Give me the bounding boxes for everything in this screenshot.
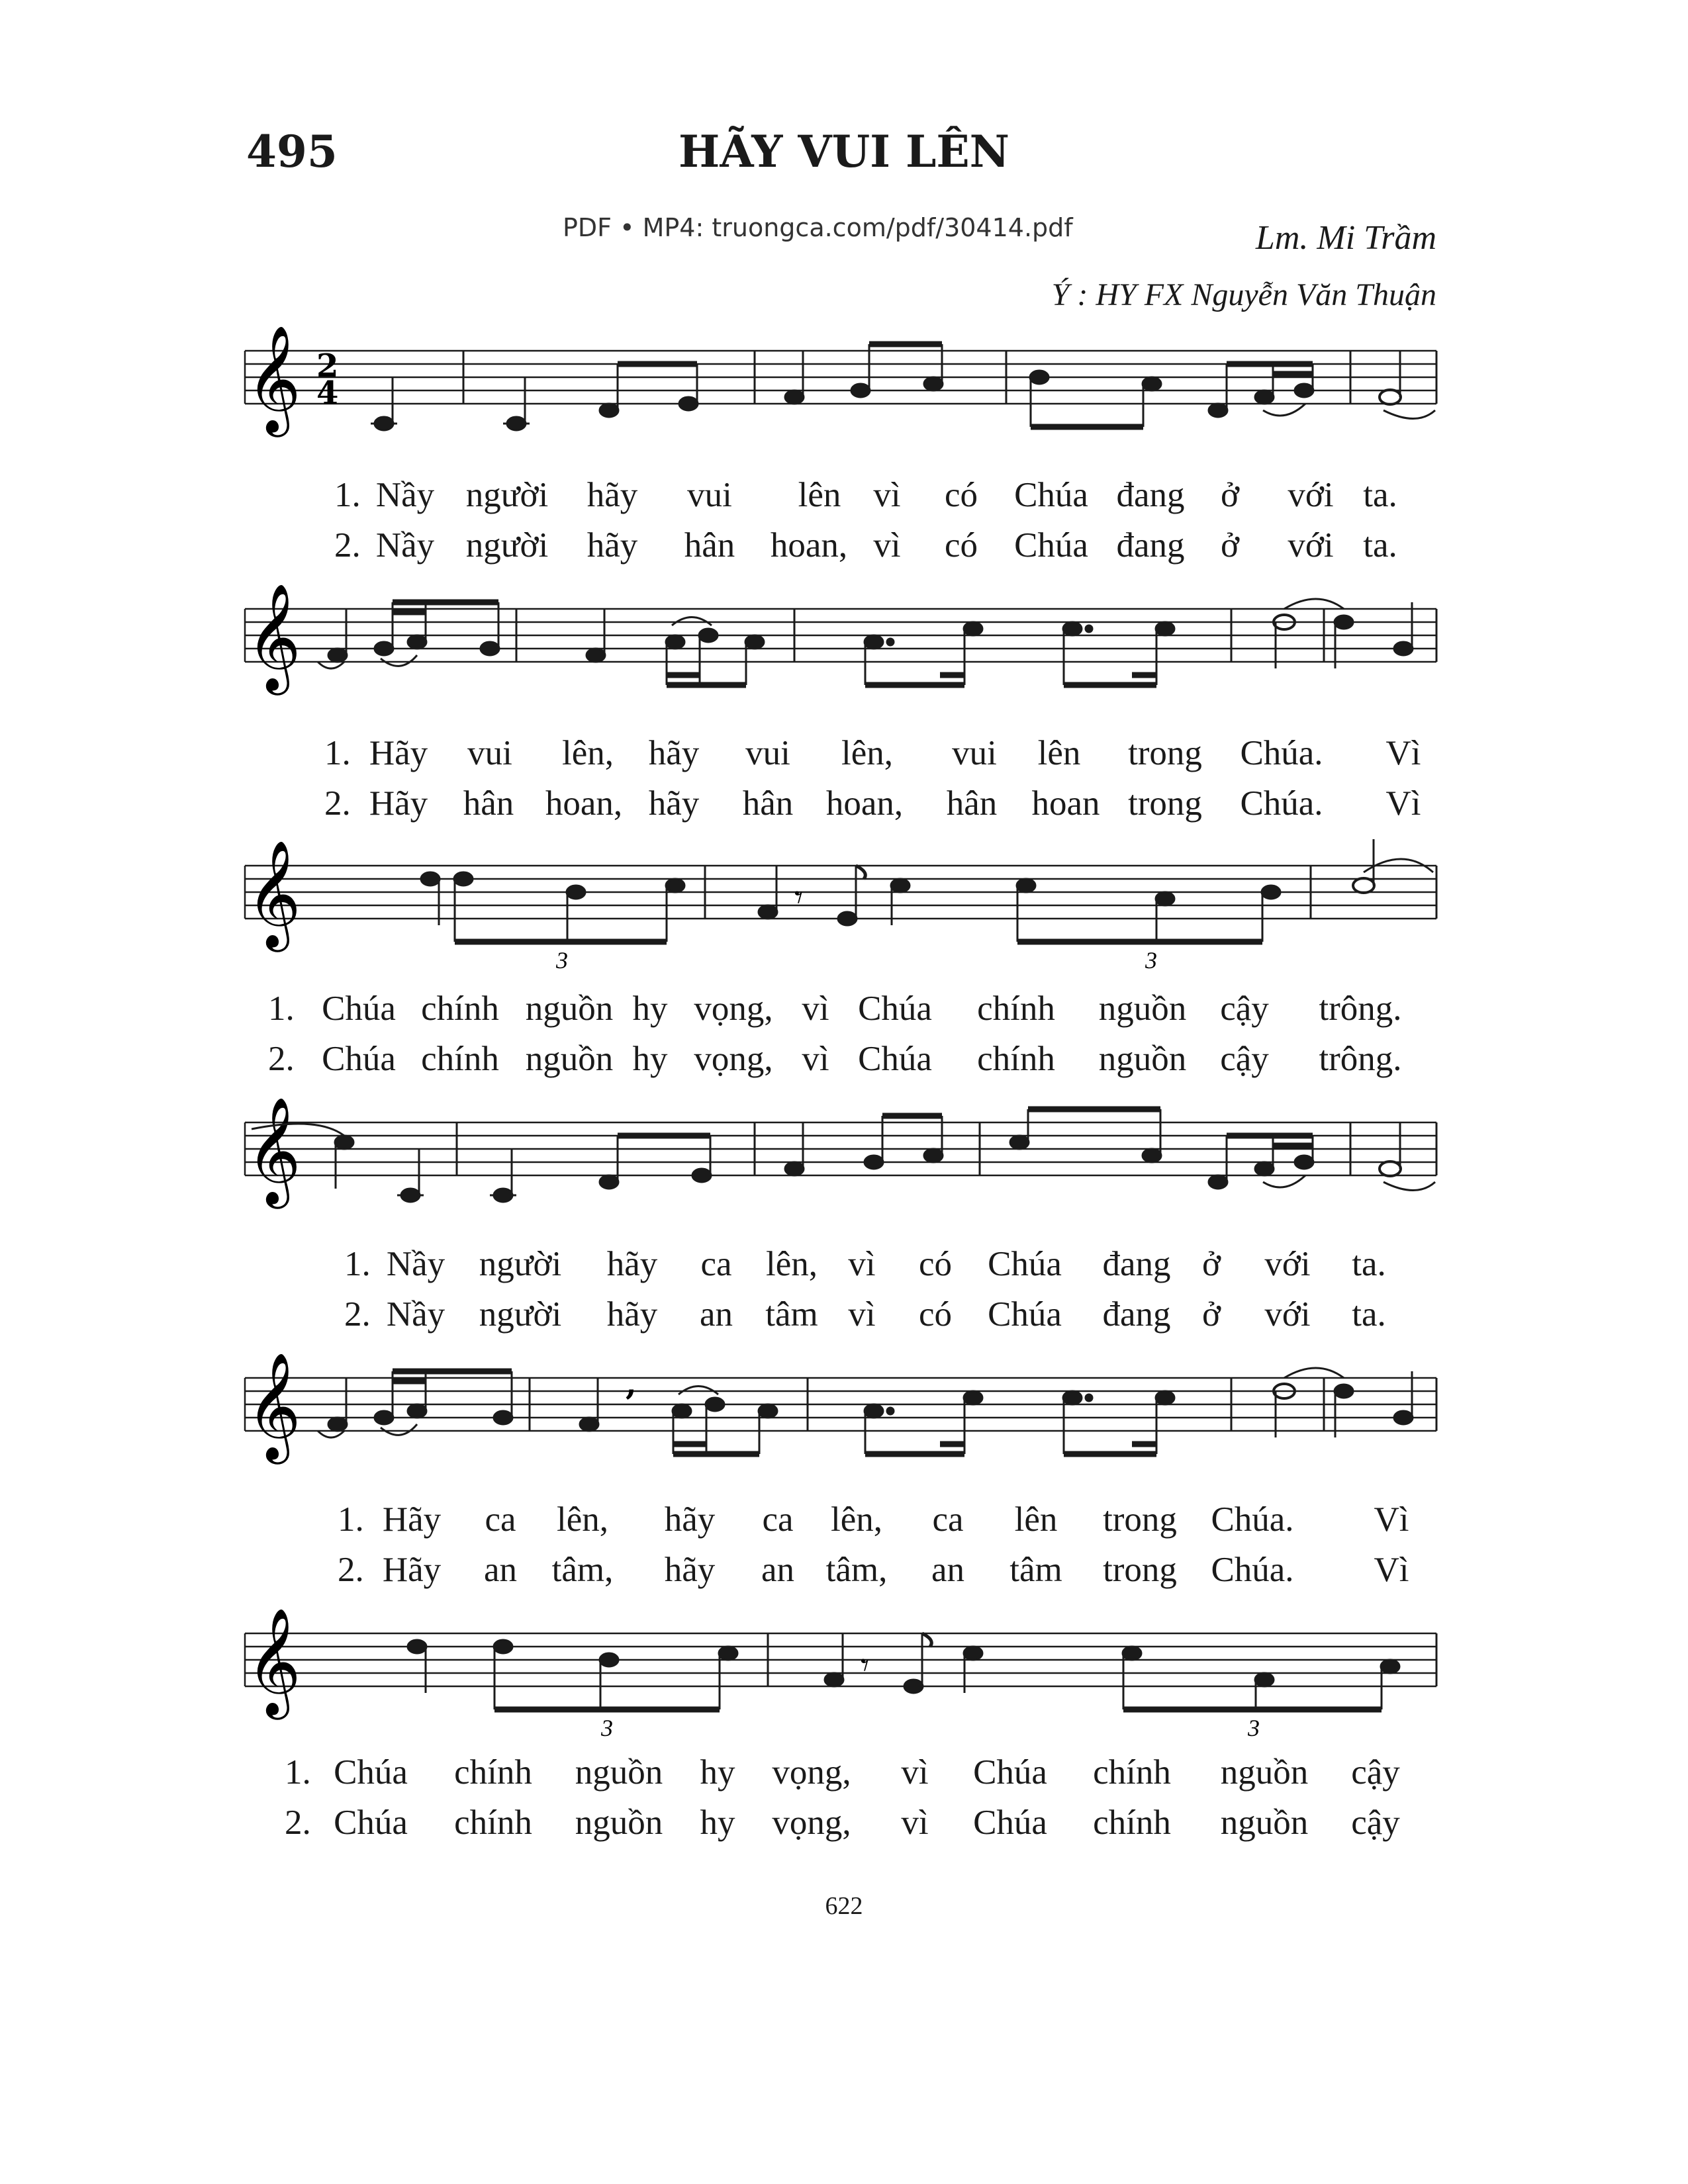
lyric-word: hãy <box>586 476 638 514</box>
lyric-word: lên, <box>831 1500 882 1539</box>
lyric-word: Hãy <box>382 1500 442 1539</box>
song-number: 495 <box>246 126 338 177</box>
lyric-word: lên <box>798 476 841 514</box>
lyric-word: 1. <box>334 476 361 514</box>
lyric-word: cậy <box>1351 1803 1400 1842</box>
treble-clef-icon: 𝄞 <box>246 1352 301 1460</box>
lyric-word: vọng, <box>694 989 773 1028</box>
lyric-word: 2. <box>324 784 351 823</box>
lyric-word: Hãy <box>369 734 428 772</box>
lyric-word: ở <box>1201 1245 1221 1283</box>
lyric-word: cậy <box>1220 989 1269 1028</box>
lyric-verse-1 <box>0 1500 1688 1546</box>
lyric-word: trong <box>1128 784 1202 823</box>
lyric-word: hân <box>742 784 794 823</box>
time-signature-top: 2 <box>316 347 339 385</box>
music-staff <box>238 1338 1443 1490</box>
lyric-word: an <box>931 1551 965 1589</box>
lyric-verse-1 <box>0 1244 1688 1291</box>
lyric-word: hy <box>632 989 668 1028</box>
lyric-word: lên, <box>841 734 893 772</box>
idea-credit: Ý : HY FX Nguyễn Văn Thuận <box>1051 277 1436 312</box>
lyric-word: hoan, <box>825 784 904 823</box>
lyric-verse-2 <box>0 1550 1688 1596</box>
lyric-word: vọng, <box>694 1040 773 1078</box>
lyric-word: Vì <box>1374 1500 1409 1539</box>
lyric-word: chính <box>1093 1753 1171 1792</box>
lyric-word: vọng, <box>772 1803 851 1842</box>
lyric-word: 2. <box>338 1551 364 1589</box>
lyric-word: nguồn <box>1220 1753 1309 1792</box>
lyric-word: trong <box>1103 1551 1177 1589</box>
lyric-word: hoan, <box>770 526 848 565</box>
source-link[interactable]: PDF • MP4: truongca.com/pdf/30414.pdf <box>563 213 1073 242</box>
lyric-word: Chúa <box>334 1753 408 1792</box>
lyric-word: tâm, <box>825 1551 888 1589</box>
lyric-word: Nầy <box>375 526 435 565</box>
lyric-verse-1 <box>0 475 1688 522</box>
lyric-word: Chúa. <box>1240 784 1323 823</box>
music-staff <box>238 311 1443 463</box>
treble-clef-icon: 𝄞 <box>246 840 301 948</box>
lyric-word: có <box>918 1295 953 1334</box>
lyric-word: vì <box>848 1245 876 1283</box>
composer-credit: Lm. Mi Trầm <box>1255 219 1436 257</box>
lyric-word: chính <box>1093 1803 1171 1842</box>
lyric-word: vì <box>901 1803 929 1842</box>
lyric-verse-1 <box>0 733 1688 780</box>
song-title: HÃY VUI LÊN <box>678 126 1010 177</box>
lyric-word: hãy <box>606 1295 658 1334</box>
lyric-word: hân <box>463 784 514 823</box>
lyric-word: Chúa <box>1014 526 1088 565</box>
lyric-word: Vì <box>1374 1551 1409 1589</box>
lyric-word: ca <box>762 1500 794 1539</box>
lyric-word: Chúa <box>322 989 396 1028</box>
eighth-rest-icon: 𝄾 <box>794 878 804 917</box>
lyric-word: nguồn <box>1098 1040 1187 1078</box>
lyric-word: vì <box>873 476 901 514</box>
lyric-word: trông. <box>1319 989 1402 1028</box>
lyric-word: có <box>918 1245 953 1283</box>
treble-clef-icon: 𝄞 <box>246 1608 301 1715</box>
treble-clef-icon: 𝄞 <box>246 1097 301 1205</box>
lyric-word: Nầy <box>386 1295 445 1334</box>
lyric-word: ca <box>485 1500 516 1539</box>
lyric-word: Vì <box>1385 784 1421 823</box>
lyric-word: 2. <box>344 1295 371 1334</box>
lyric-word: với <box>1264 1295 1311 1334</box>
lyric-word: Chúa <box>973 1753 1047 1792</box>
lyric-word: lên, <box>557 1500 608 1539</box>
lyric-word: nguồn <box>575 1753 663 1792</box>
lyric-word: 2. <box>334 526 361 565</box>
lyric-verse-2 <box>0 1295 1688 1341</box>
lyric-word: chính <box>454 1803 532 1842</box>
lyric-word: hãy <box>648 734 700 772</box>
lyric-word: 2. <box>285 1803 311 1842</box>
page-number: 622 <box>825 1892 863 1920</box>
lyric-word: Chúa <box>858 989 932 1028</box>
lyric-word: tâm <box>765 1295 818 1334</box>
triplet-label: 3 <box>556 947 568 974</box>
lyric-word: hy <box>700 1753 735 1792</box>
lyric-word: ở <box>1220 526 1240 565</box>
lyric-word: người <box>465 476 549 514</box>
lyric-word: Chúa <box>988 1295 1062 1334</box>
lyric-verse-1 <box>0 989 1688 1035</box>
lyric-word: hy <box>700 1803 735 1842</box>
lyric-word: vọng, <box>772 1753 851 1792</box>
lyric-word: Hãy <box>382 1551 442 1589</box>
lyric-word: nguồn <box>1098 989 1187 1028</box>
treble-clef-icon: 𝄞 <box>246 325 301 433</box>
lyric-word: hãy <box>586 526 638 565</box>
lyric-word: 1. <box>324 734 351 772</box>
lyric-word: lên, <box>562 734 614 772</box>
lyric-word: với <box>1264 1245 1311 1283</box>
lyric-word: lên, <box>766 1245 818 1283</box>
lyric-word: Nầy <box>375 476 435 514</box>
lyric-word: hãy <box>648 784 700 823</box>
lyric-word: có <box>944 526 978 565</box>
lyric-word: đang <box>1116 476 1185 514</box>
music-staff <box>238 569 1443 721</box>
lyric-word: ở <box>1220 476 1240 514</box>
lyric-word: vì <box>848 1295 876 1334</box>
lyric-word: 1. <box>285 1753 311 1792</box>
lyric-word: vui <box>745 734 790 772</box>
lyric-word: trong <box>1128 734 1202 772</box>
lyric-word: hoan <box>1031 784 1100 823</box>
lyric-word: 1. <box>338 1500 364 1539</box>
lyric-word: hy <box>632 1040 668 1078</box>
lyric-word: 1. <box>344 1245 371 1283</box>
lyric-word: hân <box>946 784 998 823</box>
time-signature-bottom: 4 <box>316 375 339 412</box>
lyric-verse-2 <box>0 525 1688 572</box>
lyric-word: Chúa. <box>1211 1500 1294 1539</box>
lyric-word: tâm, <box>551 1551 614 1589</box>
eighth-rest-icon: 𝄾 <box>861 1646 870 1684</box>
lyric-word: chính <box>454 1753 532 1792</box>
lyric-word: chính <box>421 1040 499 1078</box>
lyric-word: vì <box>901 1753 929 1792</box>
lyric-word: ở <box>1201 1295 1221 1334</box>
lyric-word: vì <box>802 989 829 1028</box>
lyric-word: an <box>761 1551 795 1589</box>
lyric-word: Chúa <box>988 1245 1062 1283</box>
lyric-word: ta. <box>1363 526 1397 565</box>
lyric-word: Chúa. <box>1240 734 1323 772</box>
lyric-word: Chúa. <box>1211 1551 1294 1589</box>
lyric-word: hãy <box>606 1245 658 1283</box>
lyric-word: vì <box>873 526 901 565</box>
triplet-label: 3 <box>1145 947 1157 974</box>
music-staff <box>238 1083 1443 1235</box>
triplet-label: 3 <box>601 1715 613 1741</box>
lyric-word: Nầy <box>386 1245 445 1283</box>
music-staff <box>238 1594 1443 1746</box>
lyric-word: ta. <box>1352 1245 1386 1283</box>
lyric-word: Chúa <box>334 1803 408 1842</box>
lyric-word: hoan, <box>545 784 623 823</box>
breath-mark-icon: , <box>626 1365 637 1402</box>
lyric-word: hãy <box>664 1551 716 1589</box>
lyric-word: cậy <box>1220 1040 1269 1078</box>
lyric-word: lên <box>1037 734 1081 772</box>
lyric-word: nguồn <box>1220 1803 1309 1842</box>
lyric-word: với <box>1288 526 1334 565</box>
lyric-word: Chúa <box>322 1040 396 1078</box>
lyric-word: ca <box>932 1500 964 1539</box>
lyric-word: chính <box>421 989 499 1028</box>
lyric-word: người <box>479 1245 562 1283</box>
lyric-word: lên <box>1014 1500 1058 1539</box>
lyric-word: cậy <box>1351 1753 1400 1792</box>
lyric-verse-2 <box>0 784 1688 830</box>
lyric-word: 1. <box>268 989 295 1028</box>
lyric-word: nguồn <box>575 1803 663 1842</box>
lyric-word: chính <box>977 1040 1055 1078</box>
lyric-word: trông. <box>1319 1040 1402 1078</box>
lyric-word: Vì <box>1385 734 1421 772</box>
lyric-word: 2. <box>268 1040 295 1078</box>
lyric-word: chính <box>977 989 1055 1028</box>
lyric-word: người <box>465 526 549 565</box>
lyric-word: tâm <box>1009 1551 1062 1589</box>
lyric-word: nguồn <box>525 1040 614 1078</box>
lyric-word: vui <box>952 734 997 772</box>
lyric-word: Hãy <box>369 784 428 823</box>
lyric-word: an <box>483 1551 518 1589</box>
lyric-word: vui <box>687 476 732 514</box>
lyric-word: người <box>479 1295 562 1334</box>
lyric-word: hãy <box>664 1500 716 1539</box>
lyric-word: ta. <box>1363 476 1397 514</box>
lyric-word: Chúa <box>1014 476 1088 514</box>
lyric-word: nguồn <box>525 989 614 1028</box>
lyric-verse-1 <box>0 1752 1688 1799</box>
lyric-word: vì <box>802 1040 829 1078</box>
lyric-word: vui <box>467 734 512 772</box>
triplet-label: 3 <box>1248 1715 1260 1741</box>
lyric-word: với <box>1288 476 1334 514</box>
lyric-word: đang <box>1116 526 1185 565</box>
lyric-verse-2 <box>0 1039 1688 1085</box>
lyric-word: trong <box>1103 1500 1177 1539</box>
lyric-word: đang <box>1102 1295 1171 1334</box>
lyric-verse-2 <box>0 1803 1688 1849</box>
lyric-word: an <box>699 1295 733 1334</box>
lyric-word: ta. <box>1352 1295 1386 1334</box>
treble-clef-icon: 𝄞 <box>246 583 301 691</box>
lyric-word: Chúa <box>858 1040 932 1078</box>
music-staff <box>238 826 1443 978</box>
lyric-word: ca <box>700 1245 732 1283</box>
lyric-word: Chúa <box>973 1803 1047 1842</box>
lyric-word: đang <box>1102 1245 1171 1283</box>
lyric-word: hân <box>684 526 735 565</box>
lyric-word: có <box>944 476 978 514</box>
